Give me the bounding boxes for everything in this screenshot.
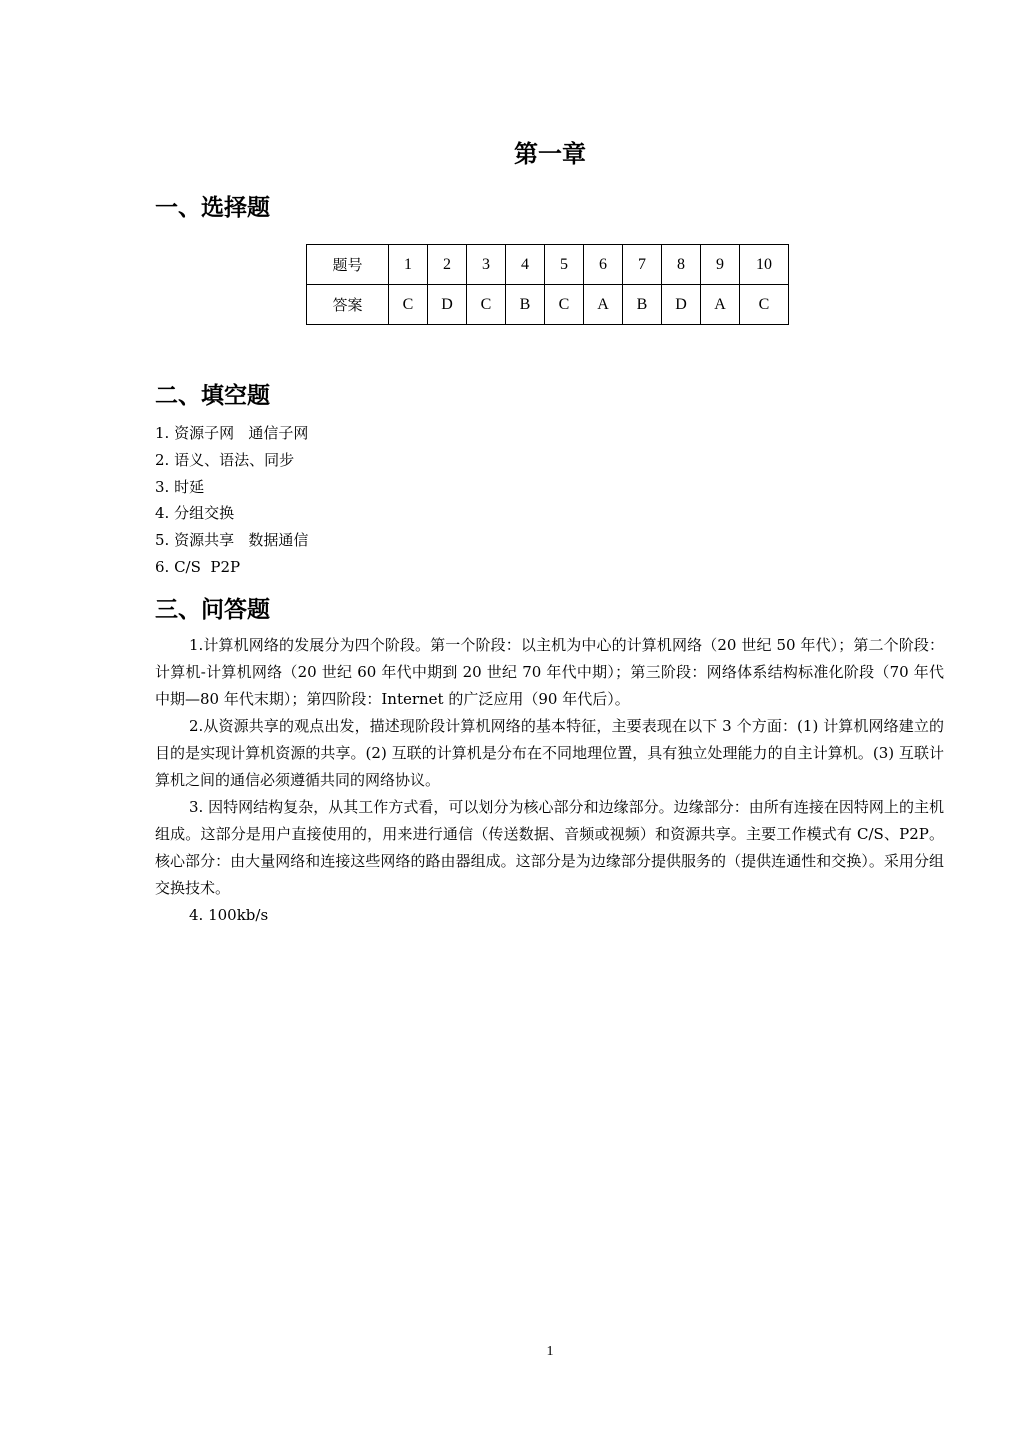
table-cell-answer: C [389, 285, 428, 325]
answer-paragraph: 1.计算机网络的发展分为四个阶段。第一个阶段：以主机为中心的计算机网络（20 世纪 50 年代）；第二个阶段：计算机-计算机网络（20 世纪 60 年代中期到 20 世纪 70 年代中期）；第三阶段：网络体系结构标准化阶段（70 年代中期—80 年代末期）；第四阶段：Internet 的广泛应用（90 年代后）。 [155, 636, 944, 708]
fill-in-answers [155, 420, 308, 581]
table-row-answers [307, 285, 789, 325]
list-item: 5. 资源共享 数据通信 [155, 531, 309, 550]
table-cell-number: 4 [506, 245, 545, 285]
table-cell-answer: C [740, 285, 789, 325]
table-cell-answer: B [623, 285, 662, 325]
table-cell-number: 1 [389, 245, 428, 285]
list-item: 3. 时延 [155, 477, 205, 496]
table-cell-number: 8 [662, 245, 701, 285]
list-item: 2. 语义、语法、同步 [155, 450, 295, 469]
table-label-answer: 答案 [307, 285, 389, 325]
table-cell-answer: C [545, 285, 584, 325]
chapter-title: 第一章 [514, 140, 586, 168]
table-cell-answer: D [662, 285, 701, 325]
table-cell-number: 7 [623, 245, 662, 285]
table-cell-number: 2 [428, 245, 467, 285]
list-item: 4. 分组交换 [155, 504, 235, 523]
section-heading-multiple-choice: 一、选择题 [155, 195, 270, 221]
section-heading-qa: 三、问答题 [155, 597, 270, 623]
table-row-numbers [307, 245, 789, 285]
page-number: 1 [546, 1344, 554, 1359]
table-cell-number: 9 [701, 245, 740, 285]
answer-paragraph: 2.从资源共享的观点出发，描述现阶段计算机网络的基本特征，主要表现在以下 3 个方面：(1) 计算机网络建立的目的是实现计算机资源的共享。(2) 互联的计算机是分布在不同地理位置，具有独立处理能力的自主计算机。(3) 互联计算机之间的通信必须遵循共同的网络协议。 [155, 717, 944, 789]
table-cell-answer: B [506, 285, 545, 325]
section-heading-fill-in: 二、填空题 [155, 383, 270, 409]
table-cell-number: 10 [740, 245, 789, 285]
table-cell-answer: A [701, 285, 740, 325]
answer-paragraph: 3. 因特网结构复杂，从其工作方式看，可以划分为核心部分和边缘部分。边缘部分：由所有连接在因特网上的主机组成。这部分是用户直接使用的，用来进行通信（传送数据、音频或视频）和资源共享。主要工作模式有 C/S、P2P。核心部分：由大量网络和连接这些网络的路由器组成。这部分是为边缘部分提供服务的（提供连通性和交换）。采用分组交换技术。 [155, 798, 944, 897]
table-cell-answer: C [467, 285, 506, 325]
table-cell-answer: D [428, 285, 467, 325]
table-cell-answer: A [584, 285, 623, 325]
answer-paragraph: 4. 100kb/s [189, 906, 269, 924]
table-cell-number: 5 [545, 245, 584, 285]
qa-answers [155, 632, 944, 929]
table-cell-number: 3 [467, 245, 506, 285]
table-cell-number: 6 [584, 245, 623, 285]
list-item: 1. 资源子网 通信子网 [155, 424, 309, 442]
list-item: 6. C/S P2P [155, 557, 241, 576]
answer-table [306, 244, 789, 325]
table-label-number: 题号 [307, 245, 389, 285]
